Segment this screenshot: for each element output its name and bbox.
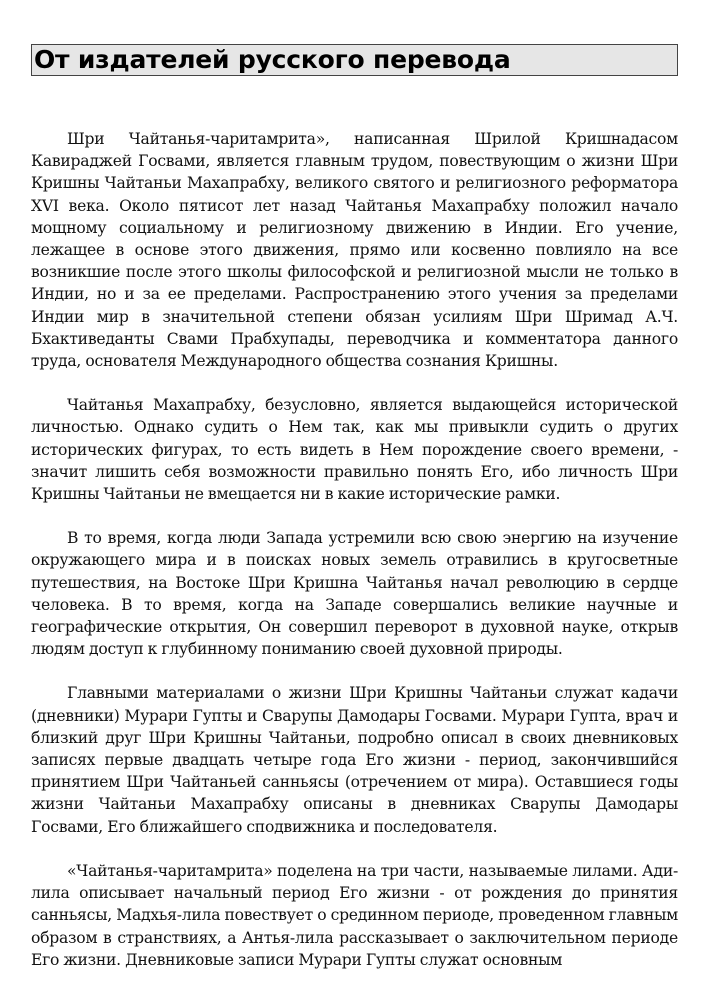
paragraph: Шри Чайтанья-чаритамрита», написанная Шрилой Кришнадасом Кавираджей Госвами, является главным трудом, повествующим о жизни Шри Кришны Чайтаньи Махапрабху, великого святого и религиозного реформатора XVI века. Около пятисот лет назад Чайтанья Махапрабху положил начало мощному социальному и религиозному движению в Индии. Его учение, лежащее в основе этого движения, прямо или косвенно повлияло на все возникшие после этого школы философской и религиозной мысли не только в Индии, но и за ее пределами. Распространению этого учения за пределами Индии мир в значительной степени обязан усилиям Шри Шримад А.Ч. Бхактиведанты Свами Прабхупады, переводчика и комментатора данного труда, основателя Международного общества сознания Кришны. bbox=[31, 130, 678, 371]
title-banner bbox=[31, 44, 678, 76]
paragraph: Главными материалами о жизни Шри Кришны Чайтаньи служат кадачи (дневники) Мурари Гупты и Сварупы Дамодары Госвами. Мурари Гупта, врач и близкий друг Шри Кришны Чайтаньи, подробно описал в своих дневниковых записях первые двадцать четыре года Его жизни - период, закончившийся принятием Шри Чайтаньей санньясы (отречением от мира). Оставшиеся годы жизни Чайтаньи Махапрабху описаны в дневниках Сварупы Дамодары Госвами, Его ближайшего сподвижника и последователя. bbox=[31, 684, 678, 836]
paragraph: Чайтанья Махапрабху, безусловно, является выдающейся исторической личностью. Однако судить о Нем так, как мы привыкли судить о других исторических фигурах, то есть видеть в Нем порождение своего времени, - значит лишить себя возможности правильно понять Его, ибо личность Шри Кришны Чайтаньи не вмещается ни в какие исторические рамки. bbox=[31, 396, 678, 504]
paragraph: «Чайтанья-чаритамрита» поделена на три части, называемые лилами. Ади-лила описывает начальный период Его жизни - от рождения до принятия санньясы, Мадхья-лила повествует о срединном периоде, проведенном главным образом в странствиях, а Антья-лила рассказывает о заключительном периоде Его жизни. Дневниковые записи Мурари Гупты служат основным bbox=[31, 861, 678, 969]
page-title: От издателей русского перевода bbox=[34, 45, 511, 74]
paragraph: В то время, когда люди Запада устремили всю свою энергию на изучение окружающего мира и в поисках новых земель отравились в кругосветные путешествия, на Востоке Шри Кришна Чайтанья начал революцию в сердце человека. В то время, когда на Западе совершались великие научные и географические открытия, Он совершил переворот в духовной науке, открыв людям доступ к глубинному пониманию своей духовной природы. bbox=[31, 529, 678, 659]
body-text bbox=[31, 128, 678, 971]
